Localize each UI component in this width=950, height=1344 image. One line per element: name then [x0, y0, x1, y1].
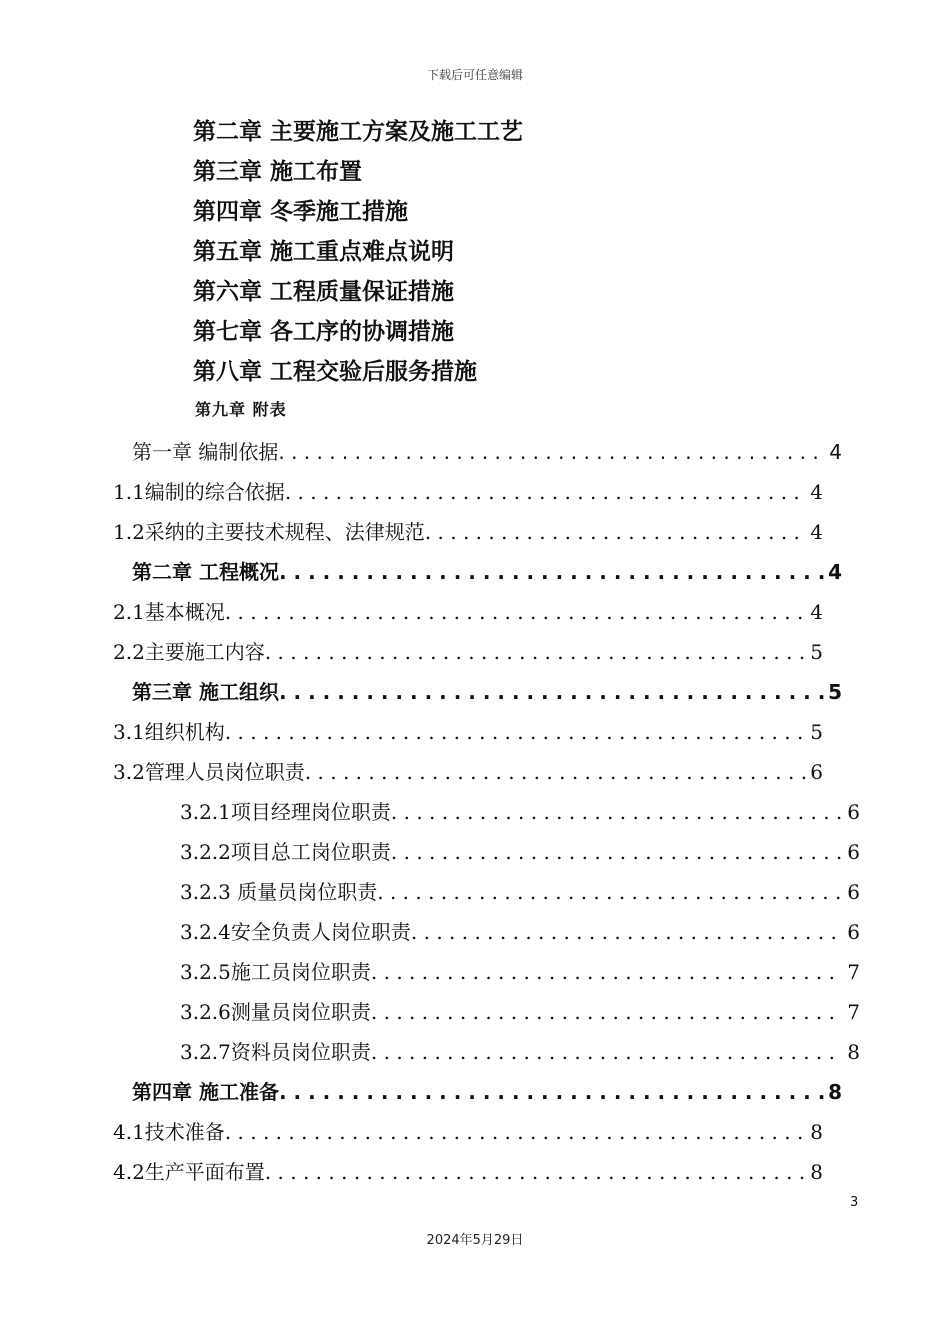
- chapter-heading: 第八章 工程交验后服务措施: [193, 359, 478, 385]
- chapter-heading: 第六章 工程质量保证措施: [193, 279, 455, 305]
- toc-leader-dots: [225, 592, 806, 632]
- toc-entry[interactable]: [180, 952, 860, 992]
- toc-entry-page: 8: [847, 1040, 860, 1064]
- toc-entry-title: 3.2.1项目经理岗位职责: [180, 800, 391, 824]
- toc-entry[interactable]: [180, 992, 860, 1032]
- toc-entry[interactable]: [132, 672, 842, 712]
- toc-entry-title: 3.2.6测量员岗位职责: [180, 1000, 371, 1024]
- toc-entry-title: 第三章 施工组织: [132, 680, 279, 704]
- toc-entry-page: 7: [847, 1000, 860, 1024]
- toc-leader-dots: [278, 432, 825, 472]
- toc-entry-page: 6: [847, 920, 860, 944]
- toc-leader-dots: [279, 552, 824, 592]
- toc-entry[interactable]: [180, 912, 860, 952]
- toc-entry-page: 6: [847, 880, 860, 904]
- toc-entry-page: 5: [810, 640, 823, 664]
- toc-entry-page: 4: [810, 600, 823, 624]
- toc-entry-page: 6: [847, 840, 860, 864]
- toc-entry-page: 5: [828, 680, 842, 704]
- toc-entry-page: 4: [810, 520, 823, 544]
- toc-entry-page: 4: [829, 440, 842, 464]
- toc-leader-dots: [279, 1072, 824, 1112]
- toc-entry[interactable]: [113, 472, 823, 512]
- chapter-heading-appendix: 第九章 附表: [195, 400, 287, 419]
- toc-leader-dots: [279, 672, 824, 712]
- toc-entry-title: 3.2管理人员岗位职责: [113, 760, 305, 784]
- toc-entry-page: 8: [810, 1120, 823, 1144]
- toc-entry[interactable]: [132, 552, 842, 592]
- toc-entry-title: 4.1技术准备: [113, 1120, 225, 1144]
- toc-leader-dots: [377, 872, 843, 912]
- toc-leader-dots: [265, 632, 806, 672]
- toc-entry-page: 6: [810, 760, 823, 784]
- toc-entry-page: 4: [810, 480, 823, 504]
- toc-entry-title: 3.2.7资料员岗位职责: [180, 1040, 371, 1064]
- toc-entry-title: 3.2.4安全负责人岗位职责: [180, 920, 411, 944]
- toc-leader-dots: [285, 472, 806, 512]
- toc-entry-title: 1.2采纳的主要技术规程、法律规范: [113, 520, 425, 544]
- toc-entry-page: 6: [847, 800, 860, 824]
- toc-leader-dots: [391, 832, 843, 872]
- toc-entry-title: 3.2.5施工员岗位职责: [180, 960, 371, 984]
- toc-entry-page: 8: [828, 1080, 842, 1104]
- chapter-heading: 第三章 施工布置: [193, 159, 363, 185]
- toc-entry[interactable]: [132, 1072, 842, 1112]
- toc-leader-dots: [225, 712, 806, 752]
- toc-entry-title: 4.2生产平面布置: [113, 1160, 265, 1184]
- toc-entry-page: 5: [810, 720, 823, 744]
- toc-entry-title: 2.1基本概况: [113, 600, 225, 624]
- chapter-heading: 第七章 各工序的协调措施: [193, 319, 455, 345]
- chapter-heading: 第五章 施工重点难点说明: [193, 239, 455, 265]
- toc-entry-page: 4: [828, 560, 842, 584]
- toc-entry[interactable]: [113, 632, 823, 672]
- toc-entry[interactable]: [113, 752, 823, 792]
- toc-entry[interactable]: [113, 712, 823, 752]
- chapter-list: [193, 112, 523, 428]
- toc-entry[interactable]: [180, 792, 860, 832]
- toc-entry[interactable]: [180, 1032, 860, 1072]
- toc-entry-title: 3.2.2项目总工岗位职责: [180, 840, 391, 864]
- toc-entry[interactable]: [180, 832, 860, 872]
- toc-leader-dots: [305, 752, 806, 792]
- page-number: 3: [850, 1195, 859, 1210]
- toc-leader-dots: [225, 1112, 806, 1152]
- toc-entry-page: 7: [847, 960, 860, 984]
- toc-entry-title: 1.1编制的综合依据: [113, 480, 285, 504]
- toc-entry[interactable]: [113, 512, 823, 552]
- page-header: 下载后可任意编辑: [426, 68, 523, 82]
- toc-entry-title: 3.1组织机构: [113, 720, 225, 744]
- toc-leader-dots: [425, 512, 806, 552]
- toc-entry[interactable]: [113, 1112, 823, 1152]
- toc-entry[interactable]: [113, 1152, 823, 1192]
- toc-entry-title: 2.2主要施工内容: [113, 640, 265, 664]
- chapter-heading: 第二章 主要施工方案及施工工艺: [193, 119, 524, 145]
- toc-entry[interactable]: [132, 432, 842, 472]
- toc-leader-dots: [265, 1152, 806, 1192]
- toc-entry[interactable]: [113, 592, 823, 632]
- toc-leader-dots: [391, 792, 843, 832]
- toc-leader-dots: [371, 952, 843, 992]
- toc-entry-title: 第二章 工程概况: [132, 560, 279, 584]
- chapter-heading: 第四章 冬季施工措施: [193, 199, 409, 225]
- toc-entry-page: 8: [810, 1160, 823, 1184]
- toc-entry[interactable]: [180, 872, 860, 912]
- toc-leader-dots: [411, 912, 843, 952]
- page-footer-date: 2024年5月29日: [426, 1233, 524, 1248]
- toc-entry-title: 第一章 编制依据: [132, 440, 279, 464]
- toc-entry-title: 第四章 施工准备: [132, 1080, 279, 1104]
- toc-entry-title: 3.2.3 质量员岗位职责: [180, 880, 378, 904]
- toc-leader-dots: [371, 992, 843, 1032]
- toc-leader-dots: [371, 1032, 843, 1072]
